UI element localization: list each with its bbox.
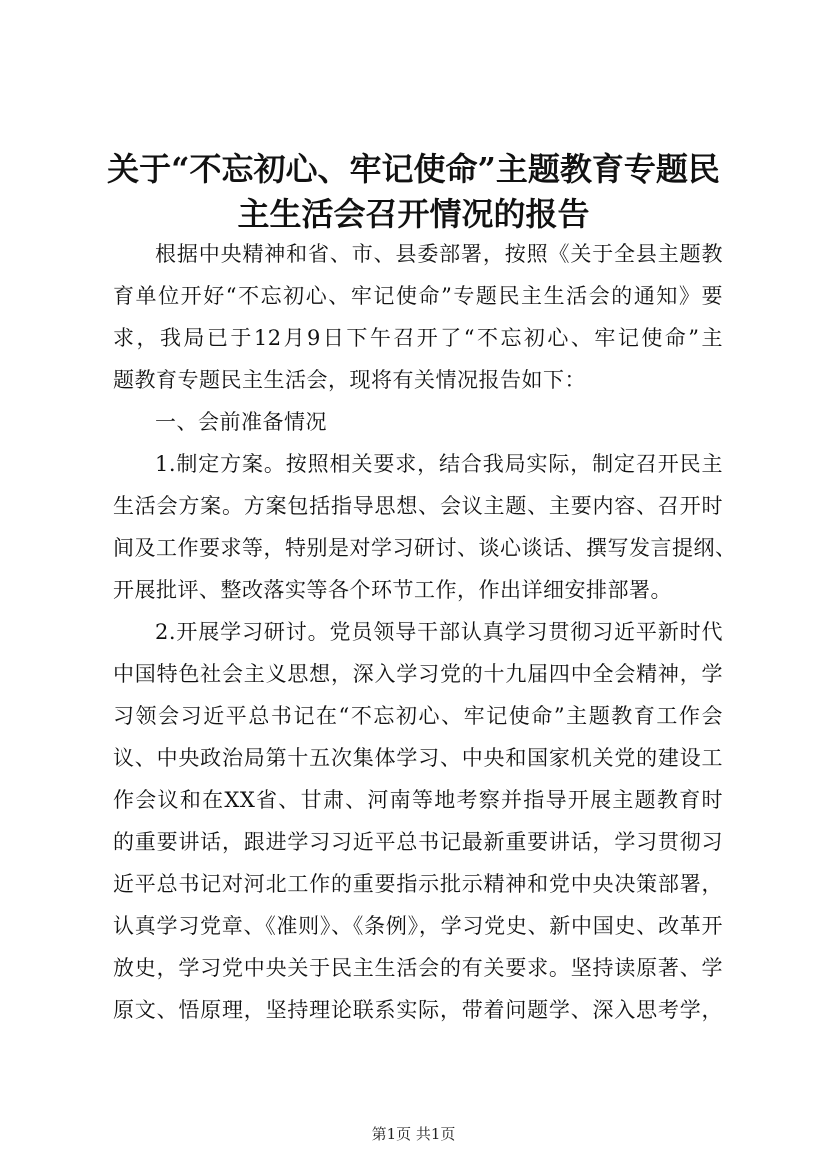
- body-line: 的重要讲话，跟进学习习近平总书记最新重要讲话，学习贯彻习: [113, 830, 723, 854]
- page-number-footer: 第1页 共1页: [371, 1125, 456, 1143]
- body-line: 求，我局已于12月9日下午召开了“不忘初心、牢记使命”主: [113, 326, 723, 350]
- body-line: 近平总书记对河北工作的重要指示批示精神和党中央决策部署，: [113, 872, 723, 896]
- body-line: 作会议和在XX省、甘肃、河南等地考察并指导开展主题教育时: [113, 788, 723, 812]
- body-line: 议、中央政治局第十五次集体学习、中央和国家机关党的建设工: [113, 746, 723, 770]
- body-line: 中国特色社会主义思想，深入学习党的十九届四中全会精神，学: [113, 662, 723, 686]
- section-heading: 一、会前准备情况: [155, 410, 327, 434]
- body-line: 放史，学习党中央关于民主生活会的有关要求。坚持读原著、学: [113, 956, 723, 980]
- body-line: 间及工作要求等，特别是对学习研讨、谈心谈话、撰写发言提纲、: [113, 536, 737, 560]
- document-title-line-1: 关于“不忘初心、牢记使命”主题教育专题民: [107, 150, 720, 188]
- body-line: 根据中央精神和省、市、县委部署，按照《关于全县主题教: [155, 242, 723, 266]
- body-line: 生活会方案。方案包括指导思想、会议主题、主要内容、召开时: [113, 494, 723, 518]
- body-line: 习领会习近平总书记在“不忘初心、牢记使命”主题教育工作会: [113, 704, 723, 728]
- body-line: 原文、悟原理，坚持理论联系实际，带着问题学、深入思考学，: [113, 998, 723, 1022]
- body-line: 开展批评、整改落实等各个环节工作，作出详细安排部署。: [113, 578, 672, 602]
- document-title-line-2: 主生活会召开情况的报告: [237, 195, 590, 233]
- body-line: 1.制定方案。按照相关要求，结合我局实际，制定召开民主: [155, 452, 723, 476]
- body-line: 育单位开好“不忘初心、牢记使命”专题民主生活会的通知》要: [113, 284, 723, 308]
- body-line: 题教育专题民主生活会，现将有关情况报告如下：: [113, 368, 586, 392]
- body-line: 2.开展学习研讨。党员领导干部认真学习贯彻习近平新时代: [155, 620, 723, 644]
- body-line: 认真学习党章、《准则》、《条例》，学习党史、新中国史、改革开: [113, 914, 723, 938]
